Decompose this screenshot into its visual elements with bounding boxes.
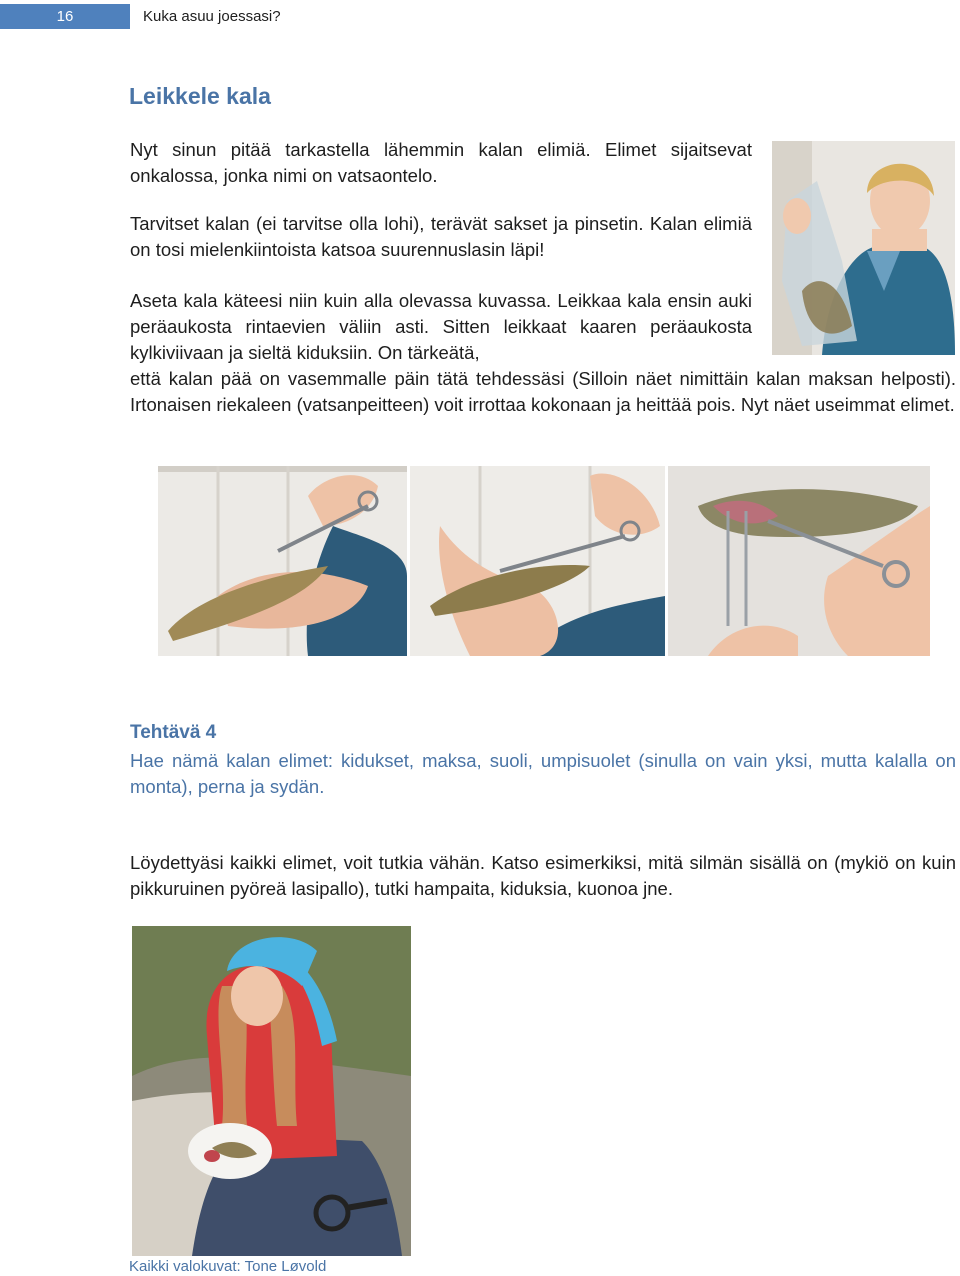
- paragraph-instructions-continued: että kalan pää on vasemmalle päin tätä tehdessäsi (Silloin näet nimittäin kalan maksan helposti). Irtonaisen riekaleen (vatsanpeitteen) voit irrottaa kokonaan ja heittää pois. Nyt näet useimmat elimet.: [130, 368, 956, 415]
- paragraph-instructions: Aseta kala käteesi niin kuin alla olevassa kuvassa. Leikkaa kala ensin auki peräaukosta rintaevien väliin asti. Sitten leikkaat kaaren peräaukosta kylkiviivaan ja sieltä kiduksiin. On tärkeätä,: [130, 290, 752, 363]
- page-number: 16: [0, 4, 130, 29]
- running-title: Kuka asuu joessasi?: [143, 8, 281, 25]
- photo-boy-with-fish-bag: [772, 141, 955, 355]
- photo-credit: Kaikki valokuvat: Tone Løvold: [129, 1258, 327, 1275]
- paragraph-tools: Tarvitset kalan (ei tarvitse olla lohi), terävät sakset ja pinsetin. Kalan elimiä on tosi mielenkiintoista katsoa suurennuslasin läpi!: [130, 213, 752, 260]
- photo-girl-examining-fish: [132, 926, 411, 1256]
- section-title: Leikkele kala: [129, 83, 271, 109]
- photo-dissected-fish: [668, 466, 930, 656]
- paragraph-explore: Löydettyäsi kaikki elimet, voit tutkia vähän. Katso esimerkiksi, mitä silmän sisällä on (mykiö on kuin pikkuruinen pyöreä lasipallo), tutki hampaita, kiduksia, kuonoa jne.: [130, 852, 956, 899]
- photo-cutting-fish-2: [410, 466, 665, 656]
- task-body: Hae nämä kalan elimet: kidukset, maksa, suoli, umpisuolet (sinulla on vain yksi, mutta kalalla on monta), perna ja sydän.: [130, 750, 956, 797]
- paragraph-intro: Nyt sinun pitää tarkastella lähemmin kalan elimiä. Elimet sijaitsevat onkalossa, jonka nimi on vatsaontelo.: [130, 139, 752, 186]
- photo-cutting-fish-1: [158, 466, 407, 656]
- task-title: Tehtävä 4: [130, 722, 217, 743]
